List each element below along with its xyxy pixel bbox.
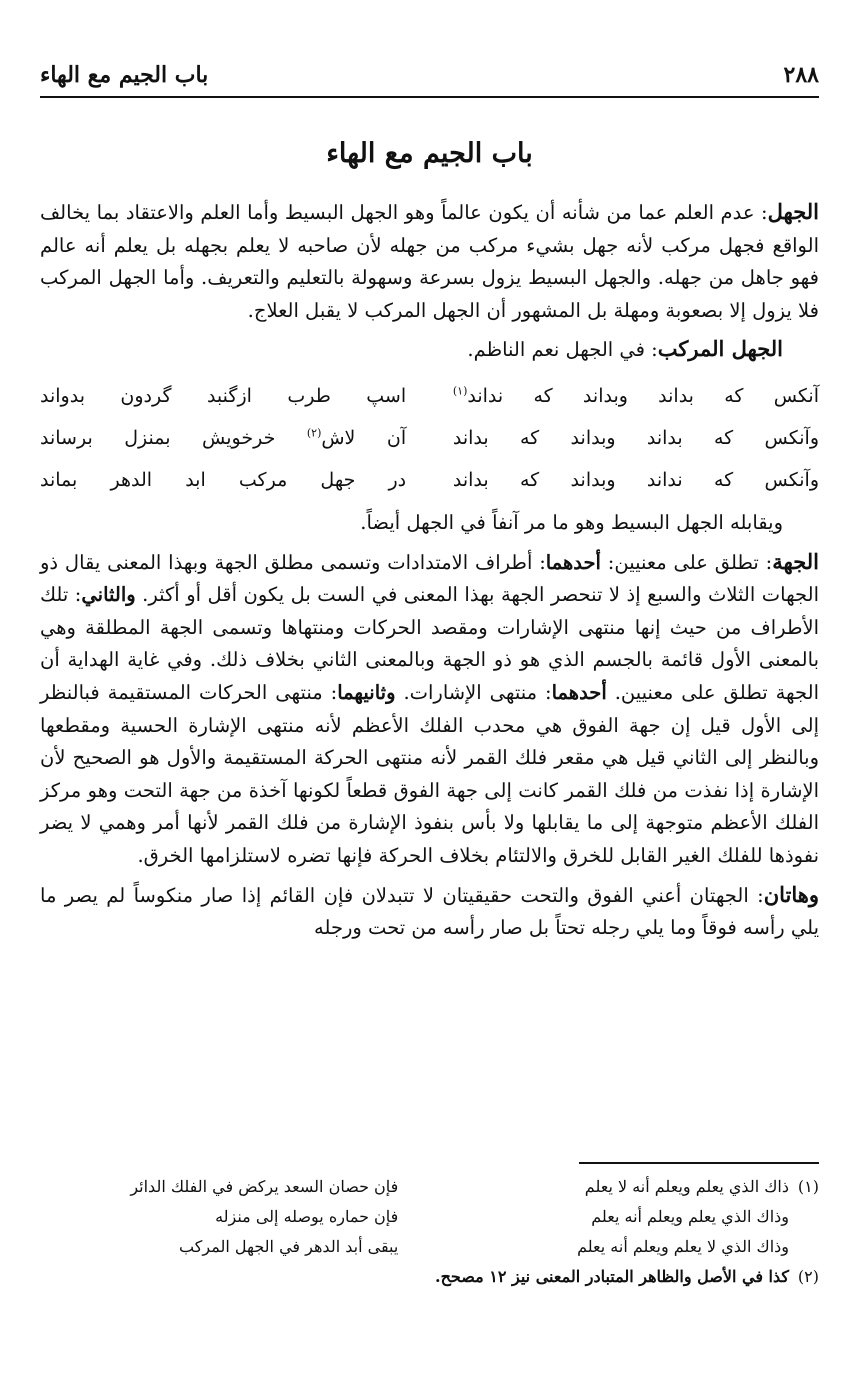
entry-term: الجهل المركب [657,336,783,362]
entry-jahl [40,196,819,327]
verse-hemistich-right: وآنكس كه نداند وبداند كه بداند [452,468,819,491]
entry-term: وهاتان [763,881,819,907]
main-text [40,196,819,945]
verse-hemistich-left: آن لاش$^{(٢)}$ خرخويش بمنزل برساند [40,426,407,449]
entry-term: الجهل [767,199,819,224]
verse-hemistich-left: اسپ طرب ازگنبد گردون بدواند [40,384,407,407]
page-number: ٢٨٨ [783,62,819,88]
verse-line [40,459,819,501]
entry-definition: : في الجهل نعم الناظم. [467,338,658,362]
verse-hemistich-right: آنكس كه بداند وبداند كه نداند$^{(١)}$ [452,384,819,407]
running-title: باب الجيم مع الهاء [40,62,209,88]
footnote-number: (١) [797,1177,819,1196]
footnote-2: (٢) كذا في الأصل والظاهر المتبادر المعنى نيز ١٢ مصحح. [40,1262,819,1292]
entry-wahatan [40,879,819,945]
verse-hemistich-left: در جهل مركب ابد الدهر بماند [40,468,407,491]
verse-hemistich-right: وآنكس كه بداند وبداند كه بداند [452,426,819,449]
footnote-ref: (١) [452,384,468,398]
entry-jiha: الجهة: تطلق على معنيين: أحدهما: أطراف الامتدادات وتسمى مطلق الجهة وبهذا المعنى يقال ذو الجهات الثلاث والسبع إذ لا تنحصر الجهة بهذا المعنى في الست بل يكون أقل أو أكثر. والثاني: تلك الأطراف من حيث إنها منتهى الإشارات ومقصد الحركات ومنتهاها وتسمى الجهة المطلقة وهي بالمعنى الأول قائمة بالجسم الذي هو ذو الجهة وبالمعنى الثاني بخلاف ذلك. وفي غاية الهداية أن الجهة تطلق على معنيين. أحدهما: منتهى الإشارات. وثانيهما: منتهى الحركات المستقيمة فبالنظر إلى الأول قيل إن جهة الفوق هي محدب الفلك الأعظم لأنه منتهى الإشارة الحسية ومقطعها وبالنظر إلى الثاني قيل هي مقعر فلك القمر لأنه منتهى الحركة المستقيمة والأول هو الصحيح لأن الإشارة إذا نفذت من فلك القمر كانت إلى جهة الفوق قطعاً لكونها آخذة من جهة التحت وهو مركز الفلك الأعظم متوجهة إلى ما يقابلها ولا بأس بنفوذ الإشارة من فلك القمر لأنها أمر وهمي لا يضر نفوذها للفلك الغير القابل للخرق والالتئام بخلاف الحركة فإنها تضره لاستلزامها الخرق. [40,548,820,867]
footnote-line: (١) ذاك الذي يعلم ويعلم أنه لا يعلم فإن حصان السعد يركض في الفلك الدائر [40,1172,819,1202]
entry-term: الجهة [772,548,819,574]
persian-verse [40,375,819,501]
after-verse-text: ويقابله الجهل البسيط وهو ما مر آنفاً في الجهل أيضاً. [360,510,783,534]
entry-definition: : الجهتان أعني الفوق والتحت حقيقيتان لا تتبدلان فإن القائم إذا صار منكوساً لم يصر ما يلي رأسه فوقاً وما يلي رجله تحتاً بل صار رأسه من تحت ورجله [40,883,819,940]
verse-line [40,375,819,417]
footnote-line: وذاك الذي يعلم ويعلم أنه يعلم فإن حماره يوصله إلى منزله [215,1207,789,1226]
verse-line [40,417,819,459]
footnote-number: (٢) [797,1267,819,1286]
footnote-line: وذاك الذي لا يعلم ويعلم أنه يعلم يبقى أبد الدهر في الجهل المركب [179,1237,789,1256]
running-header [40,58,819,92]
footnote-separator [579,1162,819,1164]
entry-definition: : عدم العلم عما من شأنه أن يكون عالماً وهو الجهل البسيط وأما العلم والاعتقاد بما يخالف الواقع فجهل مركب لأنه جهل بشيء مركب من جهله لأن صاحبه لا يعلم بجهله بل يعلم أنه عالم فهو جاهل من جهله. والجهل البسيط يزول بسرعة وسهولة بالتعليم والتعريف. وأما الجهل المركب فلا يزول إلا بصعوبة ومهلة بل المشهور أن الجهل المركب لا يقبل العلاج. [40,201,819,322]
chapter-title: باب الجيم مع الهاء [326,138,533,169]
header-rule [40,96,819,98]
footnote-ref: (٢) [306,426,322,440]
footnotes [40,1172,819,1292]
entry-jahl-murakkab [40,333,819,367]
